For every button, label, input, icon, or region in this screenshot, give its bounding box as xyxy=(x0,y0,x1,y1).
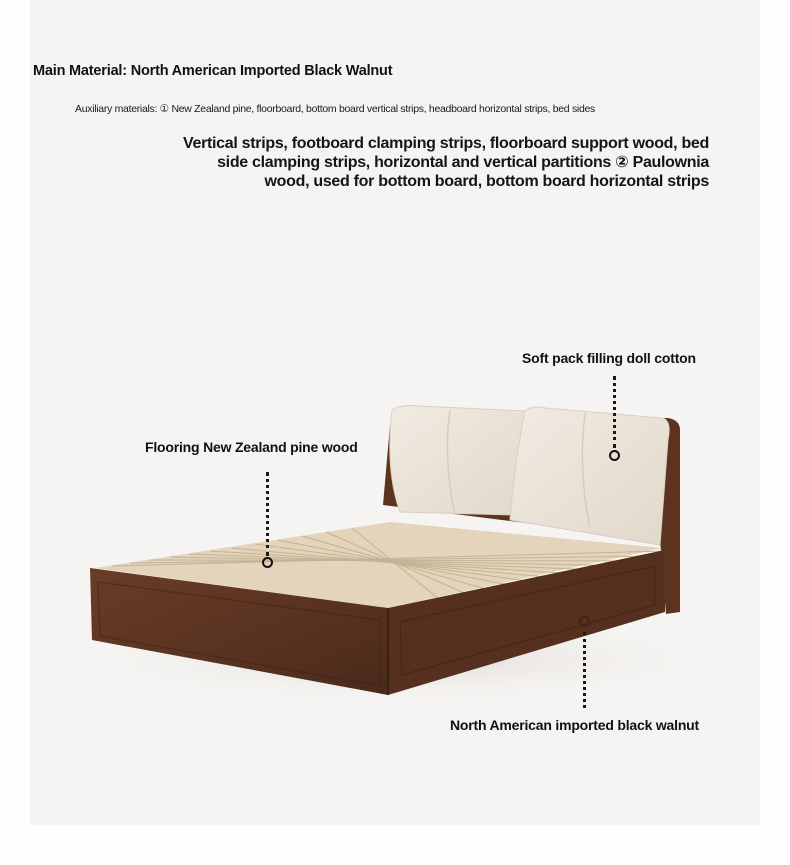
callout-leader-line xyxy=(266,472,272,556)
main-material-heading: Main Material: North American Imported Black Walnut xyxy=(33,63,393,79)
callout-label-cotton: Soft pack filling doll cotton xyxy=(522,350,696,366)
callout-label-walnut: North American imported black walnut xyxy=(450,717,699,733)
aux-text-line: Vertical strips, footboard clamping strips, floorboard support wood, bed xyxy=(182,135,709,152)
aux-text-line: wood, used for bottom board, bottom board horizontal strips xyxy=(264,173,709,190)
callout-label-pine: Flooring New Zealand pine wood xyxy=(145,439,358,455)
callout-marker-icon xyxy=(262,557,273,568)
callout-marker-icon xyxy=(579,616,590,627)
callout-leader-line xyxy=(583,632,589,708)
aux-text-line: side clamping strips, horizontal and vertical partitions ② Paulownia xyxy=(217,154,709,171)
callout-leader-line xyxy=(613,376,619,448)
callout-marker-icon xyxy=(609,450,620,461)
auxiliary-materials-line: Auxiliary materials: ① New Zealand pine, floorboard, bottom board vertical strips, headboard horizontal strips, bed sides xyxy=(75,103,595,115)
